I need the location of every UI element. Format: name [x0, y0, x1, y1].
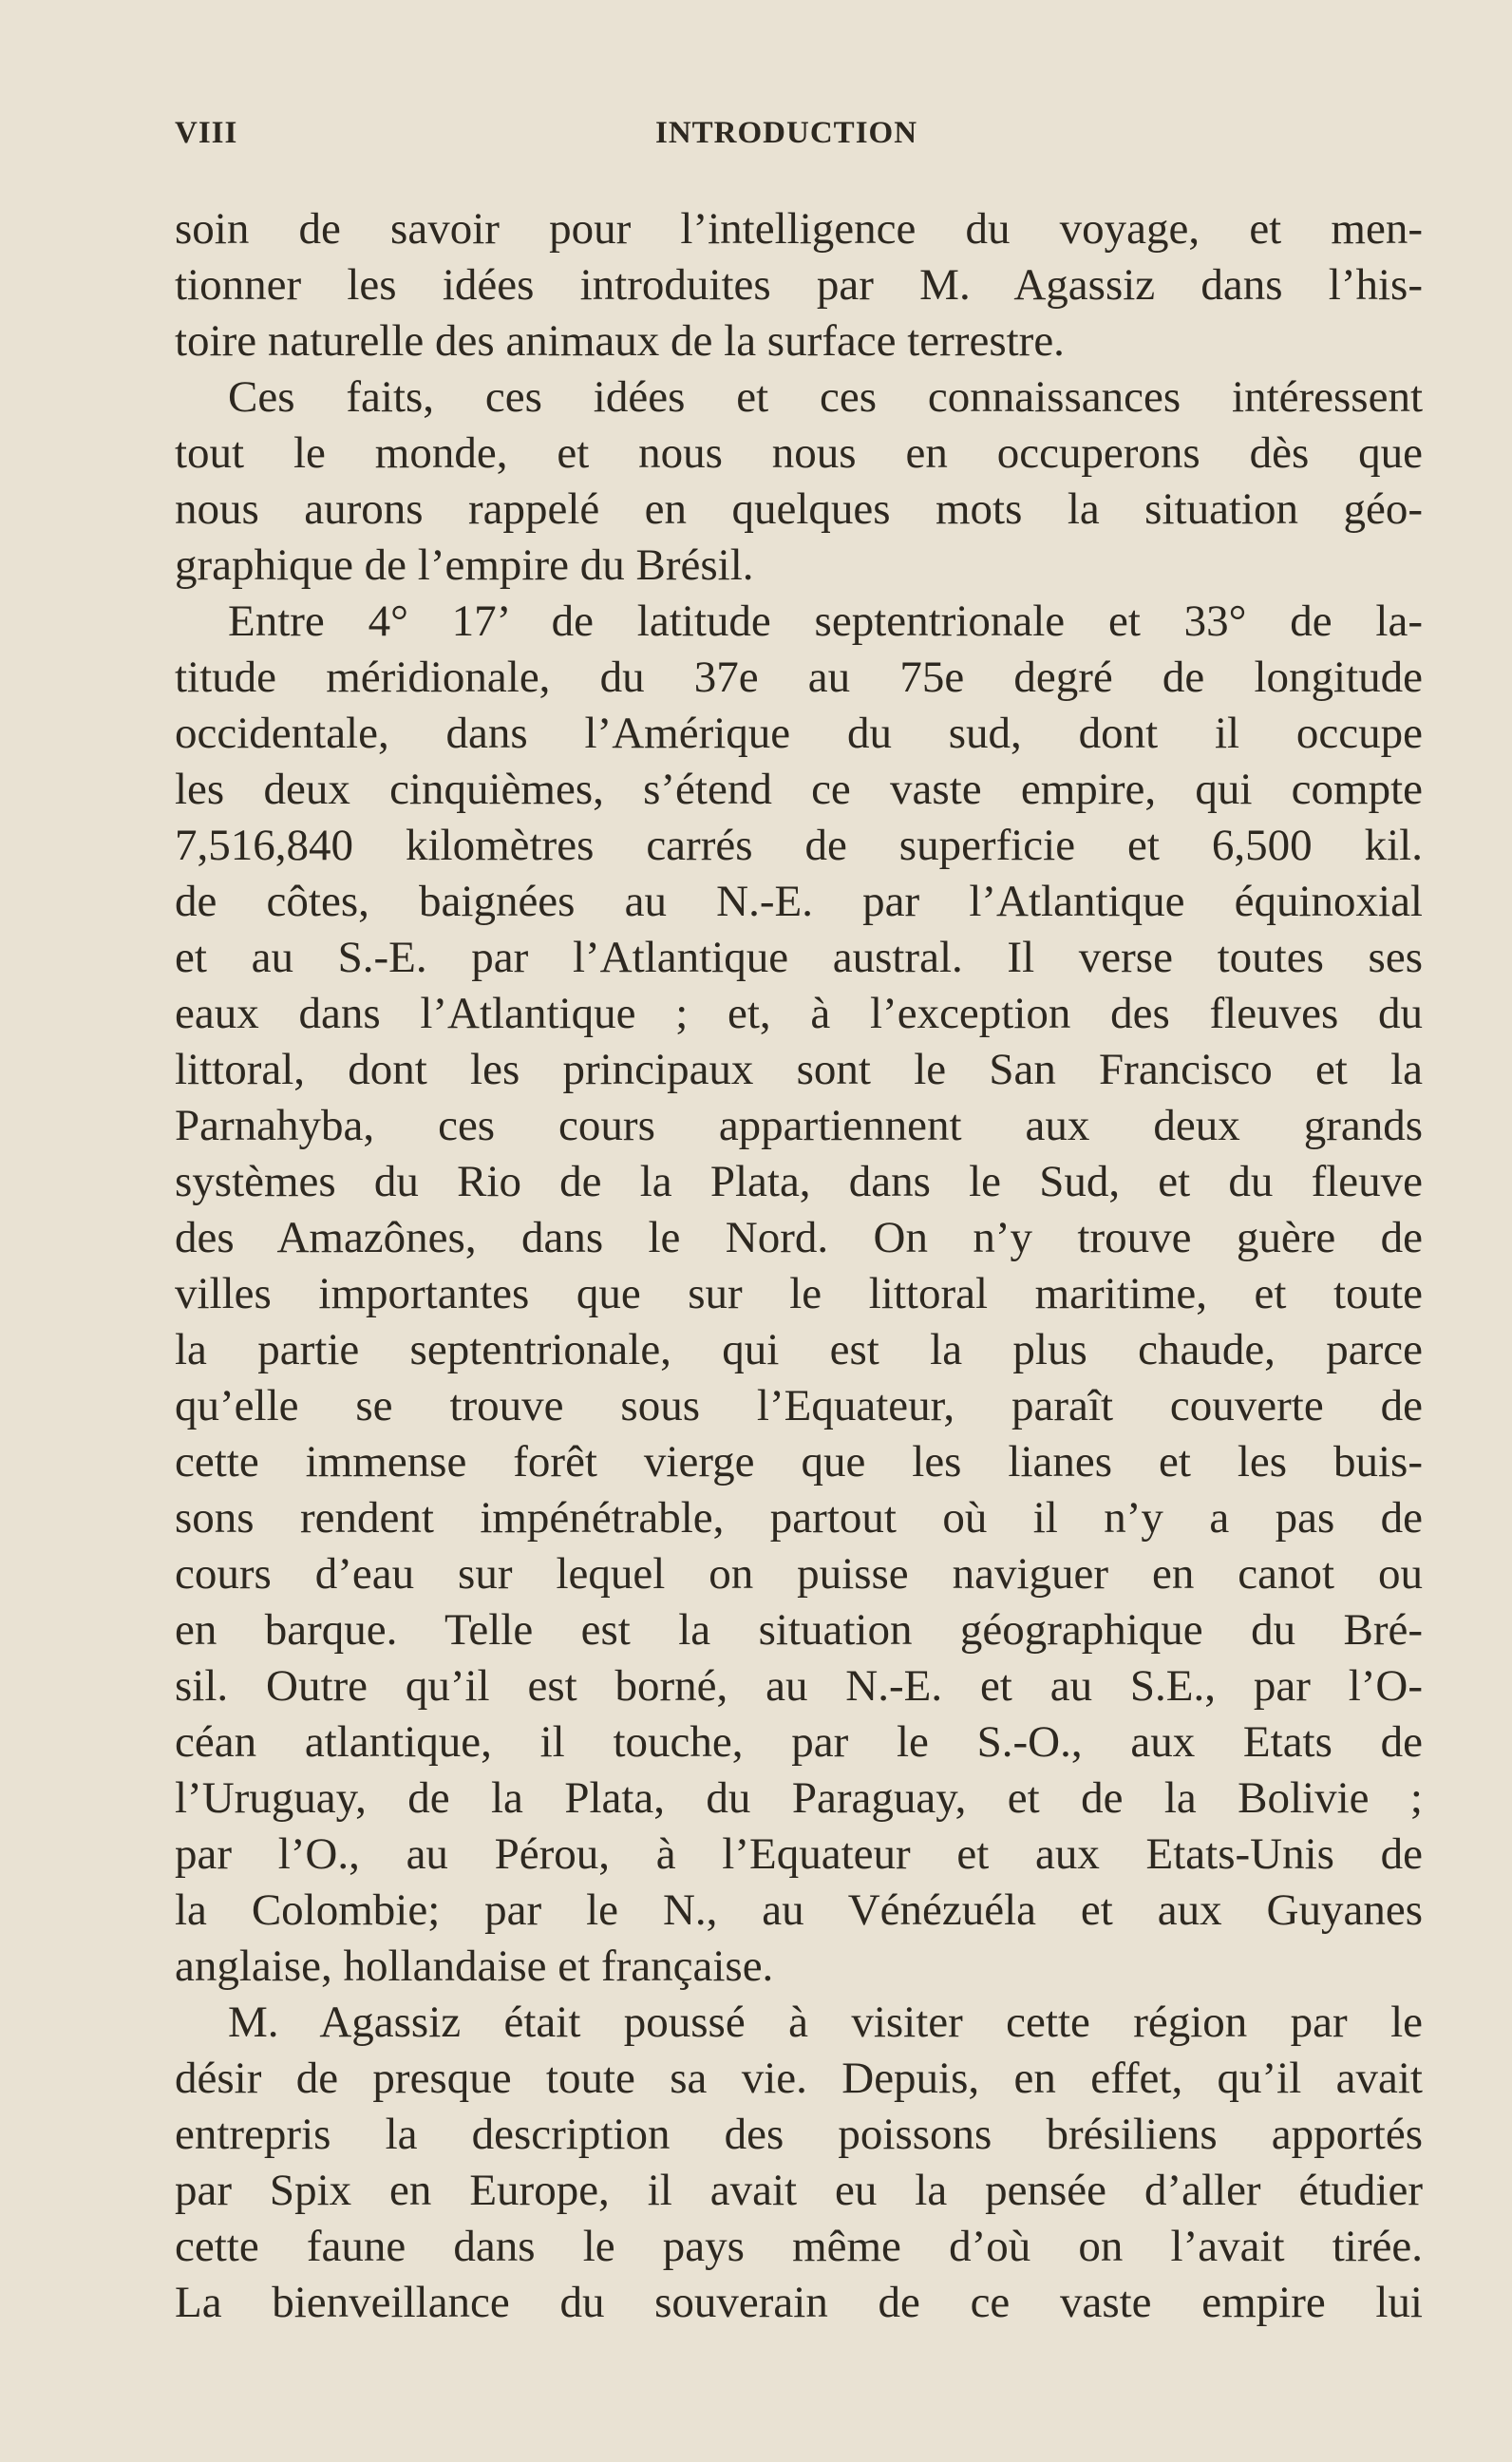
text-line: par Spix en Europe, il avait eu la pensée d’aller étudier: [175, 2166, 1423, 2215]
text-line: et au S.-E. par l’Atlantique austral. Il verse toutes ses: [175, 933, 1423, 982]
body-text: [175, 201, 1423, 2331]
text-line: tout le monde, et nous nous en occuperons dès que: [175, 428, 1423, 478]
text-line: par l’O., au Pérou, à l’Equateur et aux Etats-Unis de: [175, 1829, 1423, 1879]
text-line: Parnahyba, ces cours appartiennent aux deux grands: [175, 1101, 1423, 1150]
text-line: systèmes du Rio de la Plata, dans le Sud, et du fleuve: [175, 1157, 1423, 1206]
text-line: titude méridionale, du 37e au 75e degré de longitude: [175, 653, 1423, 702]
text-line: des Amazônes, dans le Nord. On n’y trouve guère de: [175, 1213, 1423, 1262]
page-header: [175, 116, 1423, 161]
text-line: de côtes, baignées au N.-E. par l’Atlantique équinoxial: [175, 877, 1423, 926]
text-line: 7,516,840 kilomètres carrés de superficie et 6,500 kil.: [175, 821, 1423, 870]
text-line: M. Agassiz était poussé à visiter cette région par le: [228, 1998, 1423, 2047]
text-line: littoral, dont les principaux sont le San Francisco et la: [175, 1045, 1423, 1094]
text-line: soin de savoir pour l’intelligence du voyage, et men-: [175, 204, 1423, 254]
text-line: cette immense forêt vierge que les lianes et les buis-: [175, 1437, 1423, 1487]
text-line: désir de presque toute sa vie. Depuis, en effet, qu’il avait: [175, 2054, 1423, 2103]
text-line: villes importantes que sur le littoral maritime, et toute: [175, 1269, 1423, 1318]
text-line: occidentale, dans l’Amérique du sud, dont il occupe: [175, 709, 1423, 758]
text-line: eaux dans l’Atlantique ; et, à l’exception des fleuves du: [175, 989, 1423, 1038]
text-line: la Colombie; par le N., au Vénézuéla et aux Guyanes: [175, 1885, 1423, 1935]
text-line: céan atlantique, il touche, par le S.-O., aux Etats de: [175, 1717, 1423, 1767]
text-line: anglaise, hollandaise et française.: [175, 1941, 774, 1991]
text-line: Entre 4° 17’ de latitude septentrionale et 33° de la-: [228, 597, 1423, 646]
text-line: La bienveillance du souverain de ce vaste empire lui: [175, 2278, 1423, 2327]
text-line: toire naturelle des animaux de la surface terrestre.: [175, 316, 1065, 366]
text-line: qu’elle se trouve sous l’Equateur, paraît couverte de: [175, 1381, 1423, 1430]
text-line: la partie septentrionale, qui est la plus chaude, parce: [175, 1325, 1423, 1374]
page-number: VIII: [175, 116, 238, 150]
text-line: graphique de l’empire du Brésil.: [175, 540, 754, 590]
text-line: sons rendent impénétrable, partout où il n’y a pas de: [175, 1493, 1423, 1543]
text-line: cette faune dans le pays même d’où on l’avait tirée.: [175, 2222, 1423, 2271]
text-line: Ces faits, ces idées et ces connaissances intéressent: [228, 372, 1423, 422]
text-line: l’Uruguay, de la Plata, du Paraguay, et de la Bolivie ;: [175, 1773, 1423, 1823]
text-line: cours d’eau sur lequel on puisse naviguer en canot ou: [175, 1549, 1423, 1599]
text-line: nous aurons rappelé en quelques mots la situation géo-: [175, 484, 1423, 534]
running-head: INTRODUCTION: [655, 116, 918, 150]
text-line: en barque. Telle est la situation géographique du Bré-: [175, 1605, 1423, 1655]
text-line: tionner les idées introduites par M. Agassiz dans l’his-: [175, 260, 1423, 310]
text-line: entrepris la description des poissons brésiliens apportés: [175, 2110, 1423, 2159]
text-line: les deux cinquièmes, s’étend ce vaste empire, qui compte: [175, 765, 1423, 814]
text-line: sil. Outre qu’il est borné, au N.-E. et au S.E., par l’O-: [175, 1661, 1423, 1711]
